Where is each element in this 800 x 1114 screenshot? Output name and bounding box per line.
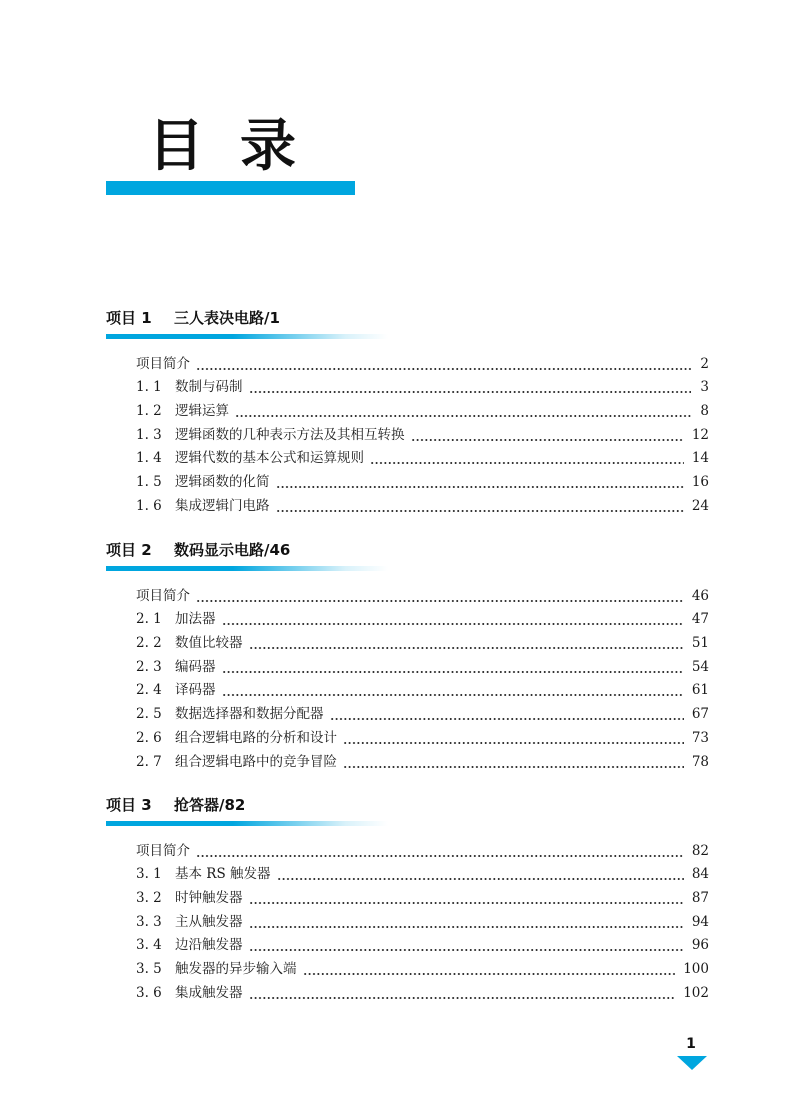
entry-page: 87 <box>691 890 709 907</box>
leader-dots <box>222 610 684 628</box>
leader-dots <box>222 681 684 699</box>
entry-title: 数据选择器和数据分配器 <box>175 706 324 723</box>
entry-page: 82 <box>691 842 709 859</box>
leader-dots <box>249 913 684 931</box>
entry-page: 3 <box>700 379 709 396</box>
toc-entry[interactable] <box>106 883 709 907</box>
entry-title: 项目简介 <box>136 587 190 604</box>
leader-dots <box>277 865 684 883</box>
entry-page: 2 <box>700 355 709 372</box>
leader-dots <box>276 473 684 491</box>
toc-entry[interactable] <box>106 467 709 491</box>
entry-page: 94 <box>691 913 709 930</box>
entry-number: 2. 1 <box>136 611 162 628</box>
toc-section-2 <box>106 538 709 771</box>
entry-title: 触发器的异步输入端 <box>175 961 297 978</box>
toc-entry[interactable] <box>106 747 709 771</box>
title-underline-bar <box>106 181 355 195</box>
leader-dots <box>249 936 684 954</box>
entry-number: 3. 1 <box>136 866 162 883</box>
entry-title: 项目简介 <box>136 355 190 372</box>
entry-page: 8 <box>700 403 709 420</box>
entry-number: 2. 6 <box>136 729 162 746</box>
entry-page: 61 <box>691 682 709 699</box>
toc-entry[interactable] <box>106 652 709 676</box>
entry-number: 1. 1 <box>136 379 162 396</box>
entry-number: 1. 6 <box>136 497 162 514</box>
toc-entry[interactable] <box>106 978 709 1002</box>
section-number: 项目 3 <box>106 796 152 814</box>
leader-dots <box>343 729 684 747</box>
entry-title: 组合逻辑电路的分析和设计 <box>175 729 337 746</box>
entry-number: 3. 3 <box>136 913 162 930</box>
leader-dots <box>249 984 676 1002</box>
toc-entry[interactable] <box>106 605 709 629</box>
entry-title: 加法器 <box>175 611 216 628</box>
section-title: 三人表决电路/1 <box>174 309 280 327</box>
entry-title: 时钟触发器 <box>175 890 243 907</box>
section-title: 数码显示电路/46 <box>174 541 291 559</box>
leader-dots <box>370 449 684 467</box>
entry-page: 14 <box>691 450 709 467</box>
toc-entry[interactable] <box>106 723 709 747</box>
toc-entry[interactable] <box>106 628 709 652</box>
entry-title: 译码器 <box>175 682 216 699</box>
entry-title: 集成逻辑门电路 <box>175 497 270 514</box>
entry-title: 逻辑函数的几种表示方法及其相互转换 <box>175 426 405 443</box>
leader-dots <box>276 497 684 515</box>
toc-entry[interactable] <box>106 373 709 397</box>
toc-entry[interactable] <box>106 676 709 700</box>
leader-dots <box>235 402 691 420</box>
entry-title: 数制与码制 <box>175 379 243 396</box>
entry-page: 84 <box>691 866 709 883</box>
entry-page: 67 <box>691 706 709 723</box>
toc-entry[interactable] <box>106 907 709 931</box>
entry-page: 96 <box>691 937 709 954</box>
entry-title: 组合逻辑电路中的竞争冒险 <box>175 753 337 770</box>
entry-number: 3. 4 <box>136 937 162 954</box>
entry-number: 1. 2 <box>136 403 162 420</box>
toc-entry[interactable] <box>106 420 709 444</box>
entry-title: 项目简介 <box>136 842 190 859</box>
entry-title: 主从触发器 <box>175 913 243 930</box>
leader-dots <box>330 705 684 723</box>
entry-page: 47 <box>691 611 709 628</box>
section-number: 项目 1 <box>106 309 152 327</box>
entry-number: 2. 4 <box>136 682 162 699</box>
entry-page: 46 <box>691 587 709 604</box>
section-title: 抢答器/82 <box>174 796 246 814</box>
entry-page: 54 <box>691 658 709 675</box>
entry-title: 逻辑代数的基本公式和运算规则 <box>175 450 364 467</box>
leader-dots <box>303 960 676 978</box>
page-number: 1 <box>686 1036 696 1052</box>
leader-dots <box>249 378 692 396</box>
toc-entry[interactable] <box>106 931 709 955</box>
entry-page: 51 <box>691 635 709 652</box>
entry-number: 2. 2 <box>136 635 162 652</box>
leader-dots <box>249 889 684 907</box>
entry-title: 基本 RS 触发器 <box>175 866 271 883</box>
toc-entry[interactable] <box>106 491 709 515</box>
toc-entry[interactable] <box>106 444 709 468</box>
entry-page: 73 <box>691 729 709 746</box>
entry-title: 逻辑函数的化简 <box>175 474 270 491</box>
section-header <box>106 538 709 562</box>
toc-entry[interactable] <box>106 836 709 860</box>
entry-page: 100 <box>683 961 709 978</box>
toc-entry[interactable] <box>106 349 709 373</box>
toc-section-3 <box>106 793 709 1002</box>
entry-number: 2. 5 <box>136 706 162 723</box>
toc-entry[interactable] <box>106 954 709 978</box>
leader-dots <box>196 842 684 860</box>
page-title: 目录 <box>148 114 332 179</box>
entry-number: 3. 2 <box>136 890 162 907</box>
section-header <box>106 793 709 817</box>
entry-page: 24 <box>691 497 709 514</box>
entry-number: 1. 3 <box>136 426 162 443</box>
toc-entry[interactable] <box>106 581 709 605</box>
section-rule <box>106 821 388 826</box>
entry-number: 1. 5 <box>136 474 162 491</box>
leader-dots <box>411 426 684 444</box>
leader-dots <box>222 658 684 676</box>
section-rule <box>106 566 388 571</box>
entry-title: 集成触发器 <box>175 984 243 1001</box>
entry-page: 16 <box>691 474 709 491</box>
entry-title: 数值比较器 <box>175 635 243 652</box>
entry-title: 边沿触发器 <box>175 937 243 954</box>
section-number: 项目 2 <box>106 541 152 559</box>
entry-title: 逻辑运算 <box>175 403 229 420</box>
page-arrow-icon <box>677 1056 707 1070</box>
entry-number: 3. 5 <box>136 961 162 978</box>
entry-page: 78 <box>691 753 709 770</box>
leader-dots <box>196 587 684 605</box>
entry-number: 2. 7 <box>136 753 162 770</box>
leader-dots <box>196 355 691 373</box>
toc-entry[interactable] <box>106 860 709 884</box>
toc-section-1 <box>106 306 709 515</box>
leader-dots <box>249 634 684 652</box>
section-rule <box>106 334 388 339</box>
toc-entry[interactable] <box>106 699 709 723</box>
entry-number: 3. 6 <box>136 984 162 1001</box>
entry-page: 102 <box>683 984 709 1001</box>
entry-title: 编码器 <box>175 658 216 675</box>
section-header <box>106 306 709 330</box>
entry-number: 1. 4 <box>136 450 162 467</box>
entry-page: 12 <box>691 426 709 443</box>
entry-number: 2. 3 <box>136 658 162 675</box>
toc-entry[interactable] <box>106 396 709 420</box>
leader-dots <box>343 753 684 771</box>
